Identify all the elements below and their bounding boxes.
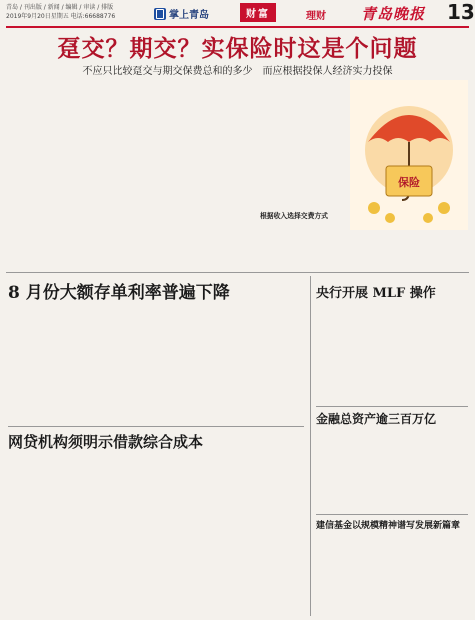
lead-column-4 — [244, 222, 344, 268]
right2-headline: 金融总资产逾三百万亿 — [316, 412, 437, 426]
masthead-info: 青岛 / 刊出版 / 新闻 / 编辑 / 审读 / 排版 — [6, 4, 114, 11]
right2-body — [316, 428, 468, 510]
page-number: 13 — [447, 0, 475, 24]
lead-column-5 — [350, 234, 468, 268]
illustration-label: 保险 — [398, 176, 420, 189]
article2-column-2 — [158, 302, 304, 422]
left-rule — [8, 426, 304, 427]
article3-column-1 — [8, 452, 150, 614]
article3-headline: 网贷机构须明示借款综合成本 — [8, 433, 204, 451]
phone-icon — [154, 8, 166, 20]
lead-column-2 — [126, 80, 238, 268]
brand — [154, 6, 209, 21]
masthead — [6, 0, 475, 32]
lead-column-1 — [8, 80, 120, 268]
brand-label: 掌上青岛 — [169, 10, 209, 21]
top-rule — [6, 26, 469, 28]
right-rule-1 — [316, 406, 468, 407]
paper-logo: 青岛晚报 — [361, 5, 426, 23]
article2-column-1 — [8, 302, 150, 422]
right1-body — [316, 302, 468, 404]
subsection-tag: 理财 — [306, 11, 326, 22]
masthead-issue: 2019年9月20日星期五 电话:66688776 — [6, 13, 116, 20]
mid-rule — [6, 272, 469, 273]
umbrella-icon — [350, 80, 468, 230]
article2-headline: 8 月份大额存单利率普遍下降 — [8, 283, 230, 303]
lead-headline: 趸交？期交？实保险时这是个问题 — [57, 35, 418, 62]
article3-column-2 — [158, 452, 304, 614]
column-divider — [310, 276, 311, 616]
lead-subhead: 根据收入选择交费方式 — [260, 212, 328, 220]
section-tag: 财富 — [240, 3, 276, 22]
lead-column-3 — [244, 80, 344, 208]
right3-headline: 建信基金以规模精神谱写发展新篇章 — [316, 521, 461, 531]
right1-headline: 央行开展 MLF 操作 — [316, 286, 436, 301]
right-rule-2 — [316, 514, 468, 515]
lead-deck: 不应只比较趸交与期交保费总和的多少 而应根据投保人经济实力投保 — [82, 66, 393, 77]
insurance-illustration — [350, 80, 468, 230]
right3-body — [316, 532, 468, 614]
